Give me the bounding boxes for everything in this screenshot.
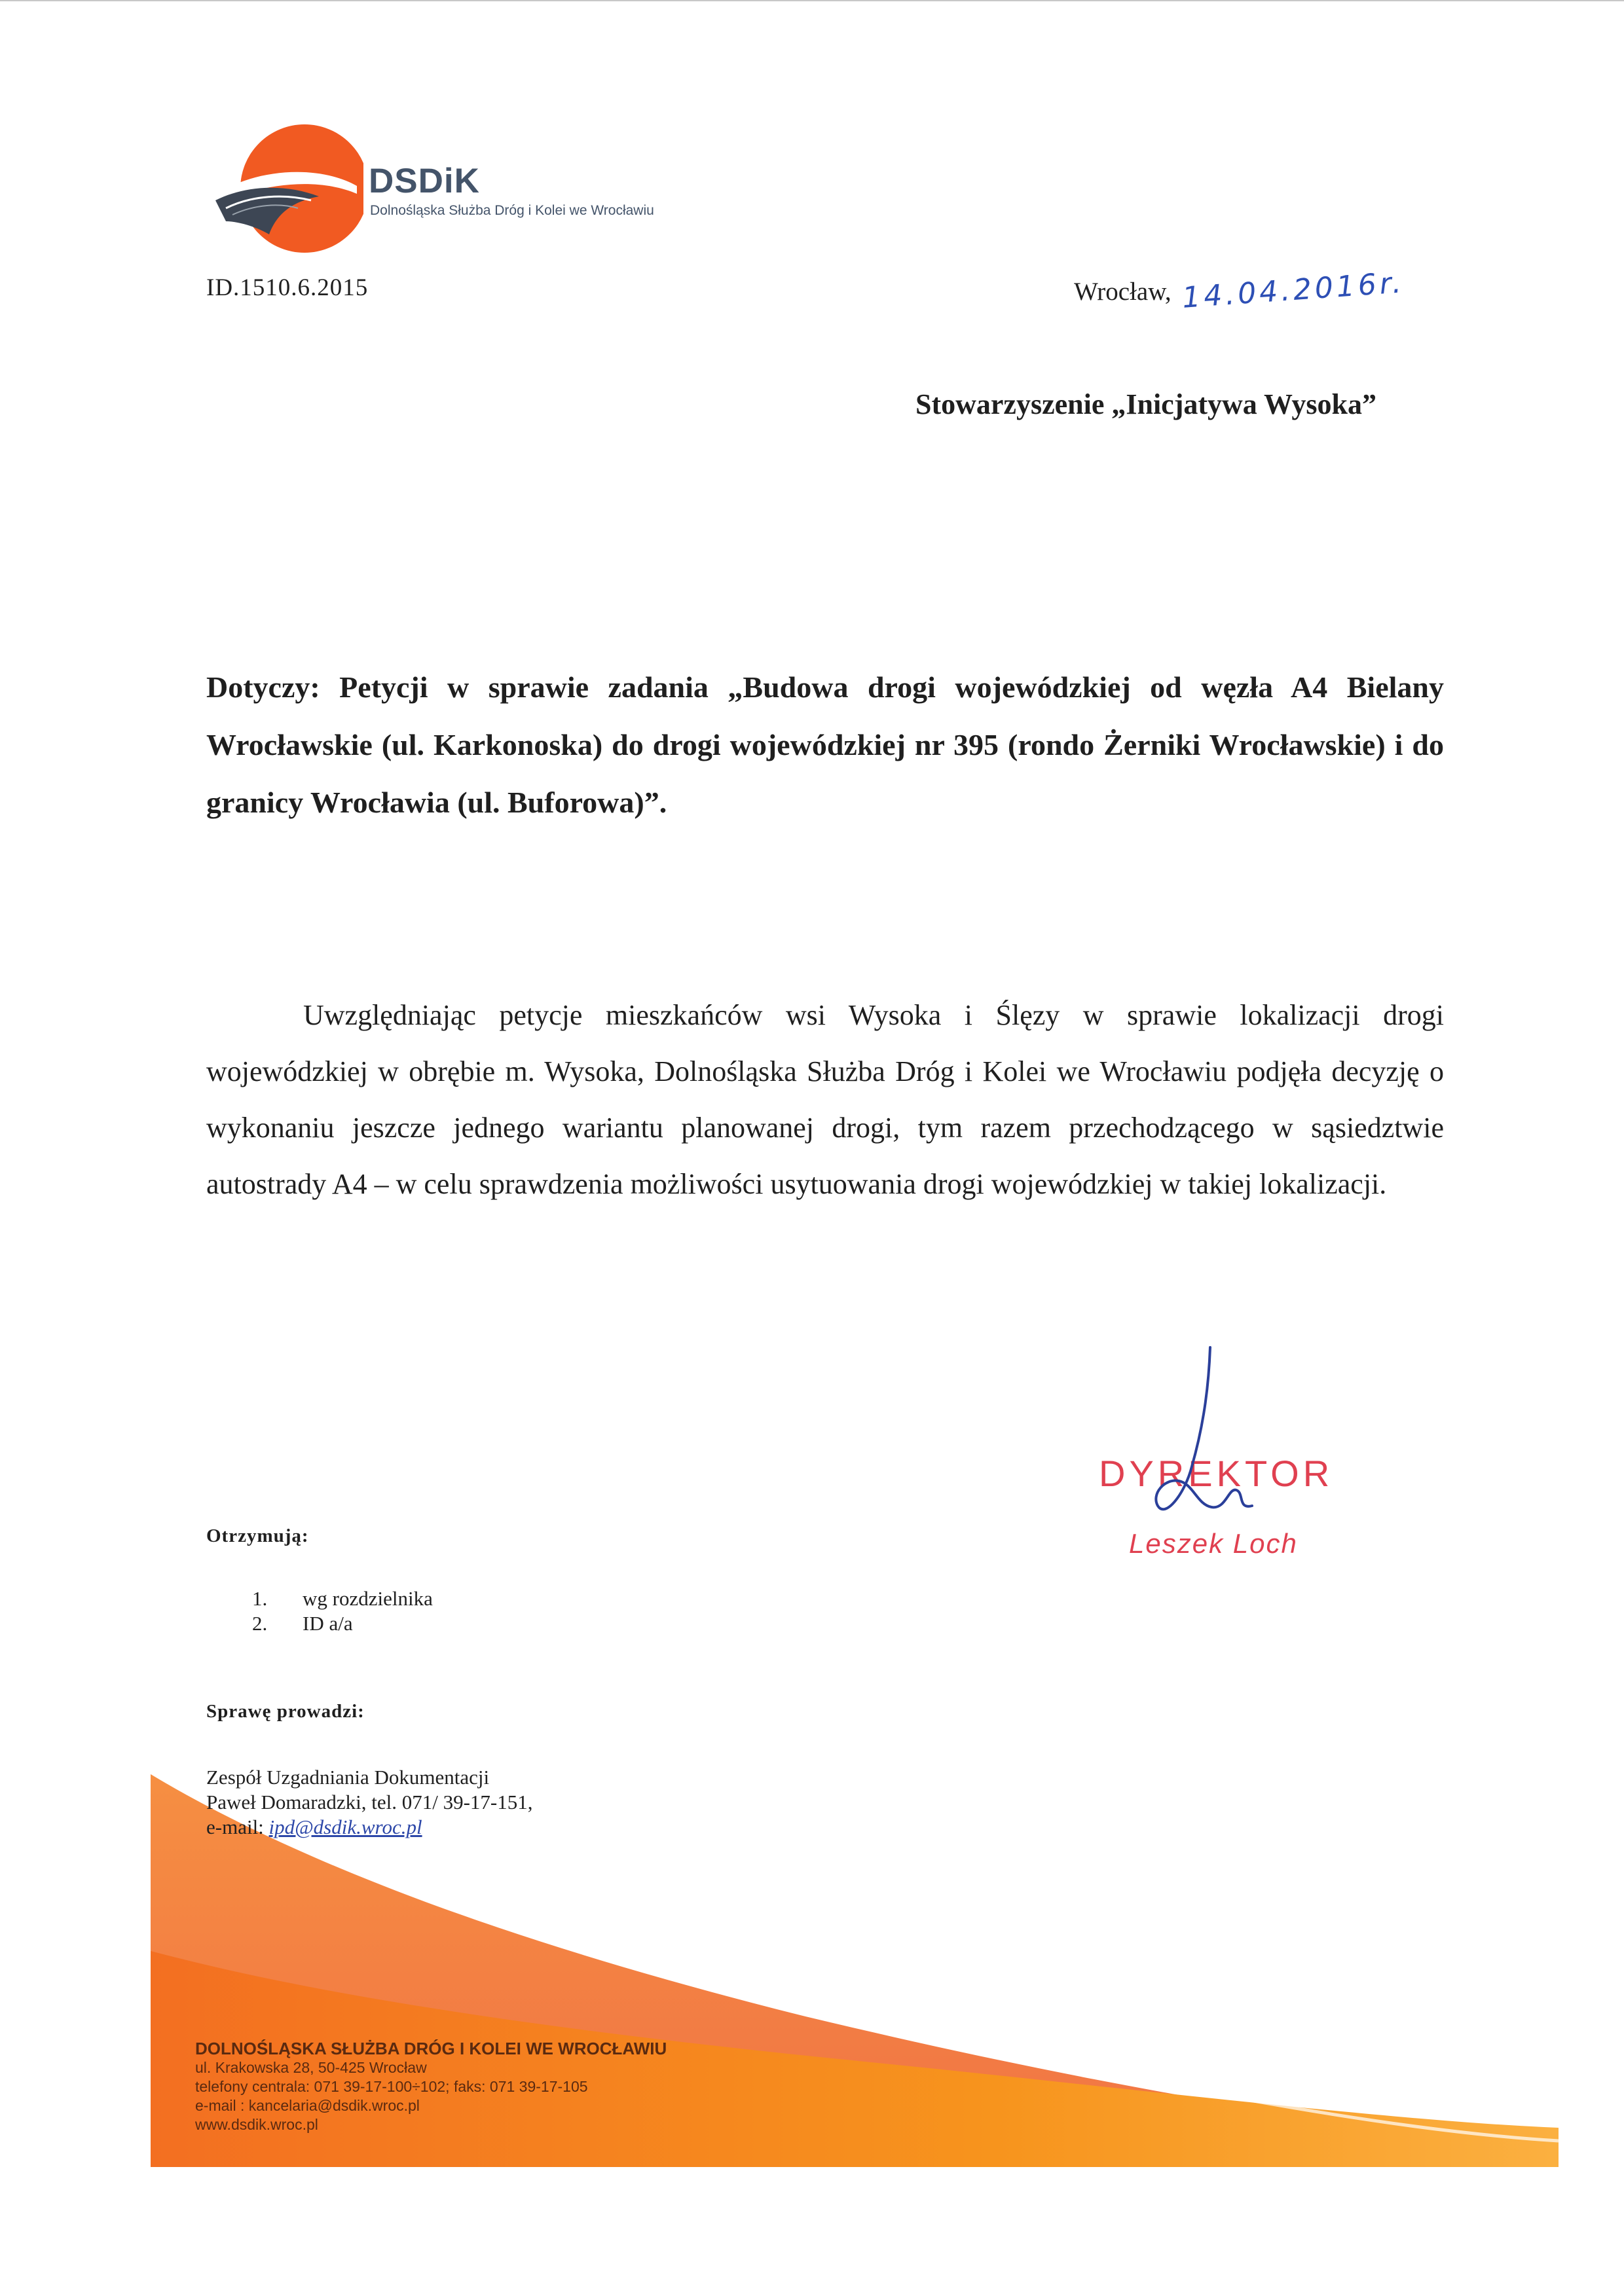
recipients-list xyxy=(252,1586,433,1636)
handwritten-date: 14.04.2016r. xyxy=(1181,266,1405,315)
email-link[interactable]: ipd@dsdik.wroc.pl xyxy=(268,1815,422,1838)
reference-number: ID.1510.6.2015 xyxy=(206,274,369,301)
brand-name: DSDiK xyxy=(369,162,480,200)
footer-email: e-mail : kancelaria@dsdik.wroc.pl xyxy=(195,2097,420,2114)
handled-by-block xyxy=(206,1765,532,1840)
handwritten-signature-icon xyxy=(1080,1342,1342,1571)
footer-phones: telefony centrala: 071 39-17-100÷102; faks: 071 39-17-105 xyxy=(195,2078,588,2095)
footer-org: DOLNOŚLĄSKA SŁUŻBA DRÓG I KOLEI WE WROCŁAWIU xyxy=(195,2039,667,2058)
handled-unit: Zespół Uzgadniania Dokumentacji xyxy=(206,1766,490,1789)
signature-title: DYREKTOR xyxy=(1099,1453,1334,1494)
scan-edge-line xyxy=(0,0,1624,1)
signer-name: Leszek Loch xyxy=(1129,1528,1298,1559)
recipients-title: Otrzymują: xyxy=(206,1525,309,1546)
place: Wrocław, xyxy=(1074,278,1172,306)
footer-www: www.dsdik.wroc.pl xyxy=(195,2116,318,2133)
list-item: 2. ID a/a xyxy=(252,1612,353,1635)
brand-subtitle: Dolnośląska Służba Dróg i Kolei we Wrocławiu xyxy=(370,203,654,218)
handled-email-line: e-mail: ipd@dsdik.wroc.pl xyxy=(206,1815,422,1838)
footer-contact xyxy=(195,2039,667,2134)
footer-address: ul. Krakowska 28, 50-425 Wrocław xyxy=(195,2059,427,2076)
body-paragraph: Uwzględniając petycje mieszkańców wsi Wysoka i Ślęzy w sprawie lokalizacji drogi wojewódzkiej w obrębie m. Wysoka, Dolnośląska Służba Dróg i Kolei we Wrocławiu podjęła decyzję o wykonaniu jeszcze jednego wariantu planowanej drogi, tym razem przechodzącego w sąsiedztwie autostrady A4 – w celu sprawdzenia możliwości usytuowania drogi wojewódzkiej w takiej lokalizacji. xyxy=(206,999,1444,1200)
handled-by-title: Sprawę prowadzi: xyxy=(206,1701,365,1722)
place-date xyxy=(1074,266,1405,315)
subject: Dotyczy: Petycji w sprawie zadania „Budowa drogi wojewódzkiej od węzła A4 Bielany Wrocławskie (ul. Karkonoska) do drogi wojewódzkiej nr 395 (rondo Żerniki Wrocławskie) i do granicy Wrocławia (ul. Buforowa)”. xyxy=(206,670,1444,819)
dsdik-logo-icon xyxy=(206,123,363,257)
list-item: 1. wg rozdzielnika xyxy=(252,1587,433,1610)
recipient: Stowarzyszenie „Inicjatywa Wysoka” xyxy=(915,388,1376,420)
handled-person: Paweł Domaradzki, tel. 071/ 39-17-151, xyxy=(206,1791,533,1813)
